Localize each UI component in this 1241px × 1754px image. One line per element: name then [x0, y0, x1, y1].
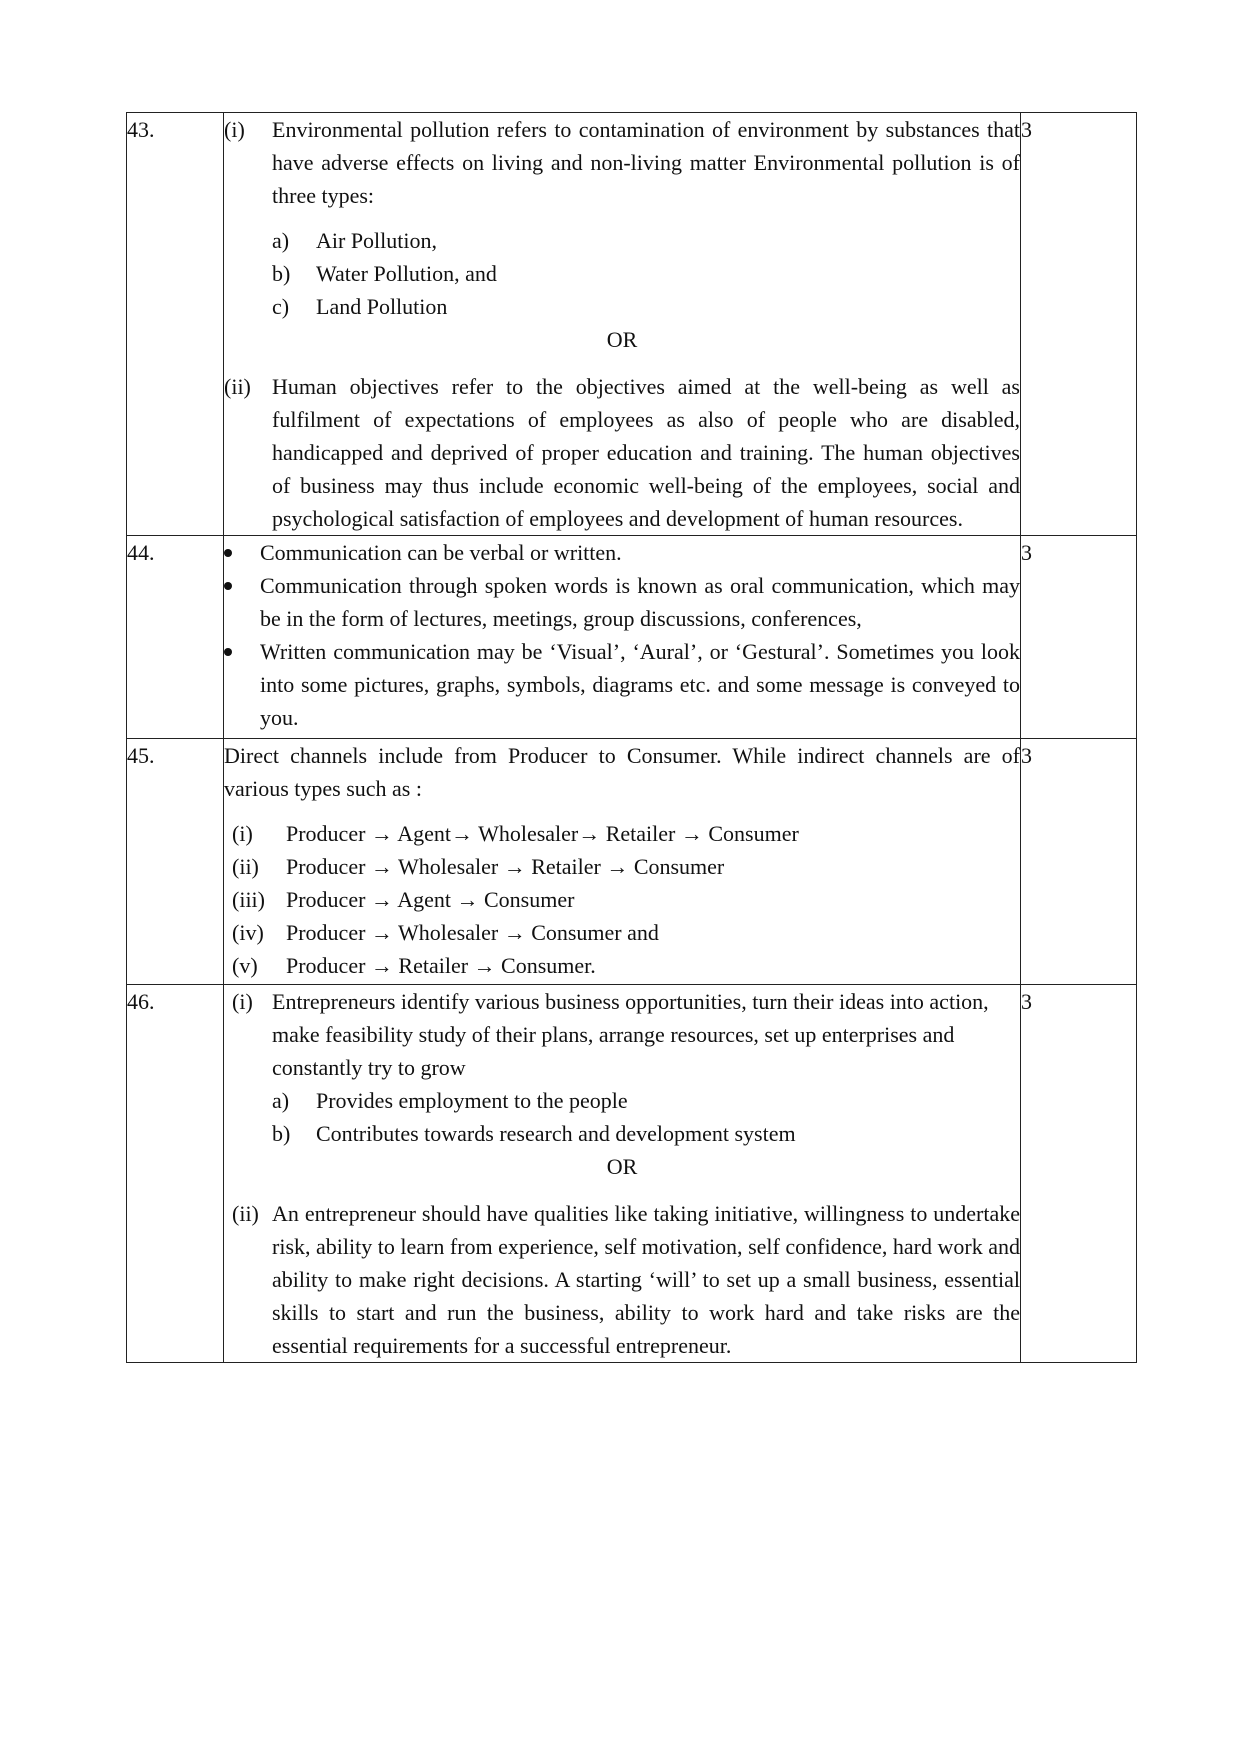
channels-intro: Direct channels include from Producer to Consumer. While indirect channels are of various types such as :	[224, 743, 1020, 801]
channel-list	[224, 817, 1020, 982]
list-label: b)	[272, 261, 291, 286]
list-text: Provides employment to the people	[316, 1088, 628, 1113]
answer-body	[224, 739, 1021, 985]
bullet-item	[224, 569, 1020, 635]
question-number: 44.	[127, 536, 224, 739]
or-separator: OR	[606, 1154, 638, 1179]
part-text: Entrepreneurs identify various business opportunities, turn their ideas into action, make feasibility study of their plans, arrange resources, set up enterprises and constantly try to grow	[272, 989, 989, 1080]
bullet-icon	[224, 648, 232, 656]
part-label: (i)	[224, 117, 245, 142]
question-row-46	[127, 985, 1137, 1363]
channel-item	[224, 850, 1020, 883]
list-label: a)	[272, 228, 290, 253]
channel-text: Producer → Wholesaler → Retailer → Consumer	[286, 854, 725, 879]
channel-item	[224, 949, 1020, 982]
channel-item	[224, 883, 1020, 916]
bullet-text: Written communication may be ‘Visual’, ‘Aural’, or ‘Gestural’. Sometimes you look into some pictures, graphs, symbols, diagrams etc. and some message is conveyed to you.	[260, 639, 1020, 730]
part-text: An entrepreneur should have qualities like taking initiative, willingness to undertake risk, ability to learn from experience, self motivation, self confidence, hard work and ability to make right decisions. A starting ‘will’ to set up a small business, essential skills to start and run the business, ability to work hard and take risks are the essential requirements for a successful entrepreneur.	[272, 1201, 1020, 1358]
marks-value: 3	[1021, 985, 1137, 1363]
list-label: c)	[272, 294, 290, 319]
question-row-43	[127, 113, 1137, 536]
answer-part-ii	[224, 1197, 1020, 1362]
channel-label: (ii)	[232, 854, 259, 879]
bullet-icon	[224, 549, 232, 557]
list-item	[272, 290, 1020, 323]
marks-value: 3	[1021, 739, 1137, 985]
marks-value: 3	[1021, 536, 1137, 739]
channel-text: Producer → Retailer → Consumer.	[286, 953, 596, 978]
list-item	[272, 257, 1020, 290]
part-text: Human objectives refer to the objectives aimed at the well-being as well as fulfilment of expectations of employees as also of people who are disabled, handicapped and deprived of proper education and training. The human objectives of business may thus include economic well-being of the employees, social and psychological satisfaction of employees and development of human resources.	[272, 374, 1020, 531]
answer-body	[224, 113, 1021, 536]
or-separator: OR	[606, 327, 638, 352]
channel-label: (iii)	[232, 887, 265, 912]
answer-part-i	[224, 985, 1020, 1084]
answer-body	[224, 536, 1021, 739]
part-label: (ii)	[232, 1201, 259, 1226]
list-text: Land Pollution	[316, 294, 448, 319]
question-number: 45.	[127, 739, 224, 985]
list-item	[272, 224, 1020, 257]
channel-item	[224, 916, 1020, 949]
channel-item	[224, 817, 1020, 850]
bullet-text: Communication can be verbal or written.	[260, 540, 622, 565]
list-label: b)	[272, 1121, 291, 1146]
answer-part-i	[224, 113, 1020, 212]
part-label: (i)	[232, 989, 253, 1014]
list-text: Air Pollution,	[316, 228, 438, 253]
answer-body	[224, 985, 1021, 1363]
question-row-44	[127, 536, 1137, 739]
question-row-45	[127, 739, 1137, 985]
part-text: Environmental pollution refers to contamination of environment by substances that have adverse effects on living and non-living matter Environmental pollution is of three types:	[272, 117, 1020, 208]
marks-value: 3	[1021, 113, 1137, 536]
entrepreneur-points-list	[272, 1084, 1020, 1150]
channel-label: (v)	[232, 953, 258, 978]
answer-table	[126, 112, 1137, 1363]
bullet-item	[224, 635, 1020, 734]
pollution-types-list	[272, 224, 1020, 323]
part-label: (ii)	[224, 374, 251, 399]
list-label: a)	[272, 1088, 290, 1113]
bullet-icon	[224, 582, 232, 590]
channel-label: (i)	[232, 821, 253, 846]
answer-part-ii	[224, 370, 1020, 535]
channel-text: Producer → Agent → Consumer	[286, 887, 575, 912]
question-number: 43.	[127, 113, 224, 536]
bullet-item	[224, 536, 1020, 569]
question-number: 46.	[127, 985, 224, 1363]
list-item	[272, 1084, 1020, 1117]
list-item	[272, 1117, 1020, 1150]
list-text: Contributes towards research and development system	[316, 1121, 796, 1146]
bullet-text: Communication through spoken words is known as oral communication, which may be in the form of lectures, meetings, group discussions, conferences,	[260, 573, 1020, 631]
channel-text: Producer → Wholesaler → Consumer and	[286, 920, 659, 945]
list-text: Water Pollution, and	[316, 261, 497, 286]
answer-sheet	[126, 112, 1136, 1363]
channel-label: (iv)	[232, 920, 264, 945]
channel-text: Producer → Agent→ Wholesaler→ Retailer → Consumer	[286, 821, 799, 846]
